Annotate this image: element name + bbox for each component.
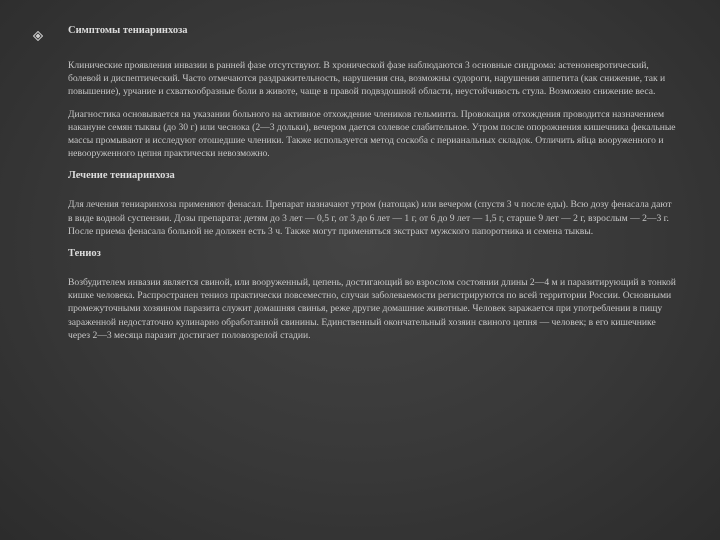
symptoms-paragraph: Клинические проявления инвазии в ранней фазе отсутствуют. В хронической фазе наблюдаются 3 основные синдрома: астеноневротический, болевой и диспептический. Часто отмечаются раздражительность, нарушения сна, возможны судороги, нарушения аппетита (как снижение, так и повышение), урчание и схваткообразные боли в животе, чаще в правой подвздошной области, неустойчивость стула. Возможно снижение веса. <box>68 60 666 98</box>
teniasis-paragraph: Возбудителем инвазии является свиной, или вооруженный, цепень, достигающий во взрослом состоянии длины 2—4 м и паразитирующий в тонкой кишке человека. Распространен тениоз практически повсеместно, случаи заболеваемости регистрируются по всей территории России. Основными промежуточными хозяином паразита служит домашняя свинья, реже другие домашние животные. Человек заражается при употреблении в пищу зараженной недостаточно кулинарно обработанной свинины. Единственный окончательный хозяин свиного цепня — человек; в его кишечнике через 2—3 месяца паразит достигает половозрелой стадии. <box>68 277 676 341</box>
teniasis-title: Тениоз <box>68 248 101 260</box>
diamond-bullet-icon <box>33 31 43 41</box>
treatment-title: Лечение тениаринхоза <box>68 170 175 182</box>
slide-content <box>68 24 678 351</box>
section-title: Симптомы тениаринхоза <box>68 25 188 36</box>
diagnostics-paragraph: Диагностика основывается на указании больного на активное отхождение члеников гельминта. Провокация отхождения проводится назначением накануне семян тыквы (до 30 г) или чеснока (2—3 дольки), вечером дается солевое слабительное. Утром после опорожнения кишечника фекальные массы промывают и исследуют отошедшие членики. Также используется метод соскоба с перианальных складок. Отличить яйца вооруженного и невооруженного цепня практически невозможно. <box>68 108 676 160</box>
treatment-paragraph: Для лечения тениаринхоза применяют фенасал. Препарат назначают утром (натощак) или вечером (спустя 3 ч после еды). Всю дозу фенасала дают в виде водной суспензии. Дозы препарата: детям до 3 лет — 0,5 г, от 3 до 6 лет — 1 г, от 6 до 9 лет — 1,5 г, старше 9 лет — 2 г, взрослым — 2—3 г. После приема фенасала больной не должен есть 3 ч. Также могут применяться экстракт мужского папоротника и семена тыквы. <box>68 199 672 237</box>
